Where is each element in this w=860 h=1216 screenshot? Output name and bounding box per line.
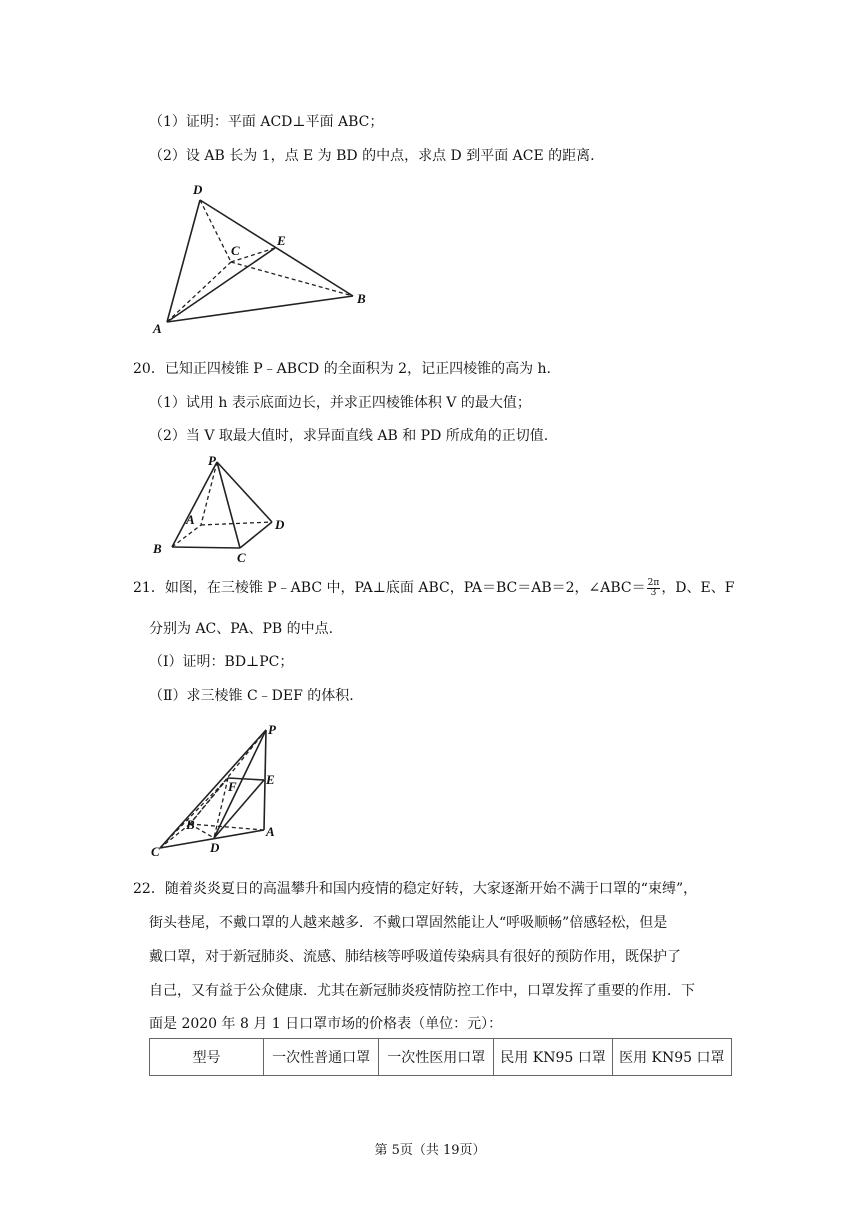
- price-table: [149, 1038, 732, 1076]
- q22-line3: 戴口罩，对于新冠肺炎、流感、肺结核等呼吸道传染病具有很好的预防作用，既保护了: [149, 949, 681, 965]
- q20-label-a: A: [186, 512, 195, 527]
- q21-label-p: P: [268, 722, 276, 737]
- q21-label-d: D: [210, 840, 220, 855]
- q21-stem: [133, 578, 734, 598]
- q20-part2: （2）当 V 取最大值时，求异面直线 AB 和 PD 所成角的正切值.: [149, 428, 549, 444]
- q20-part1: （1）试用 h 表示底面边长，并求正四棱锥体积 V 的最大值；: [149, 395, 531, 411]
- q20-stem: 20．已知正四棱锥 P﹣ABCD 的全面积为 2，记正四棱锥的高为 h.: [133, 361, 552, 377]
- q20-figure: [145, 452, 300, 567]
- q20-label-c: C: [237, 550, 246, 565]
- q19-label-a: A: [153, 321, 162, 336]
- q21-part1: （Ⅰ）证明：BD⊥PC；: [149, 654, 294, 670]
- table-header-cell: 一次性普通口罩: [264, 1039, 379, 1076]
- fraction-denominator: 3: [650, 587, 657, 598]
- q22-line2: 街头巷尾，不戴口罩的人越来越多．不戴口罩固然能让人“呼吸顺畅”倍感轻松，但是: [149, 915, 668, 931]
- fraction-numerator: 2π: [647, 577, 660, 588]
- q19-label-b: B: [357, 291, 366, 306]
- q21-label-b: B: [186, 817, 195, 832]
- angle-fraction: [647, 579, 661, 598]
- q19-figure: [145, 178, 385, 338]
- q20-label-d: D: [275, 517, 285, 532]
- q21-stem-line2: 分别为 AC、PA、PB 的中点.: [149, 621, 334, 637]
- q21-stem-a: 21．如图，在三棱锥 P﹣ABC 中，PA⊥底面 ABC，PA＝BC＝AB＝2，∠ABC＝: [133, 580, 646, 596]
- q22-line4: 自己，又有益于公众健康．尤其在新冠肺炎疫情防控工作中，口罩发挥了重要的作用．下: [149, 983, 695, 999]
- q20-label-b: B: [153, 541, 162, 556]
- q21-label-f: F: [228, 779, 237, 794]
- q19-part2: （2）设 AB 长为 1，点 E 为 BD 的中点，求点 D 到平面 ACE 的距离.: [149, 148, 595, 164]
- q22-line5: 面是 2020 年 8 月 1 日口罩市场的价格表（单位：元）：: [149, 1016, 503, 1032]
- q19-label-e: E: [277, 233, 286, 248]
- q19-label-c: C: [231, 243, 240, 258]
- q21-stem-b: ，D、E、F: [661, 580, 735, 596]
- table-header-cell: 一次性医用口罩: [379, 1039, 494, 1076]
- table-header-cell: 型号: [150, 1039, 264, 1076]
- q21-part2: （Ⅱ）求三棱锥 C﹣DEF 的体积.: [149, 688, 354, 704]
- table-header-cell: 民用 KN95 口罩: [494, 1039, 612, 1076]
- q19-part1: （1）证明：平面 ACD⊥平面 ABC；: [149, 114, 384, 130]
- q20-label-p: P: [208, 453, 216, 468]
- q21-figure: [148, 720, 288, 860]
- table-header-cell: 医用 KN95 口罩: [612, 1039, 731, 1076]
- table-row: [150, 1039, 732, 1076]
- q21-label-a: A: [266, 824, 275, 839]
- q22-line1: 22．随着炎炎夏日的高温攀升和国内疫情的稳定好转，大家逐渐开始不满于口罩的“束缚”，: [133, 881, 698, 897]
- page-footer: 第 5页（共 19页）: [374, 1143, 486, 1158]
- q21-label-c: C: [151, 844, 160, 859]
- q21-label-e: E: [266, 772, 275, 787]
- q19-label-d: D: [193, 182, 203, 197]
